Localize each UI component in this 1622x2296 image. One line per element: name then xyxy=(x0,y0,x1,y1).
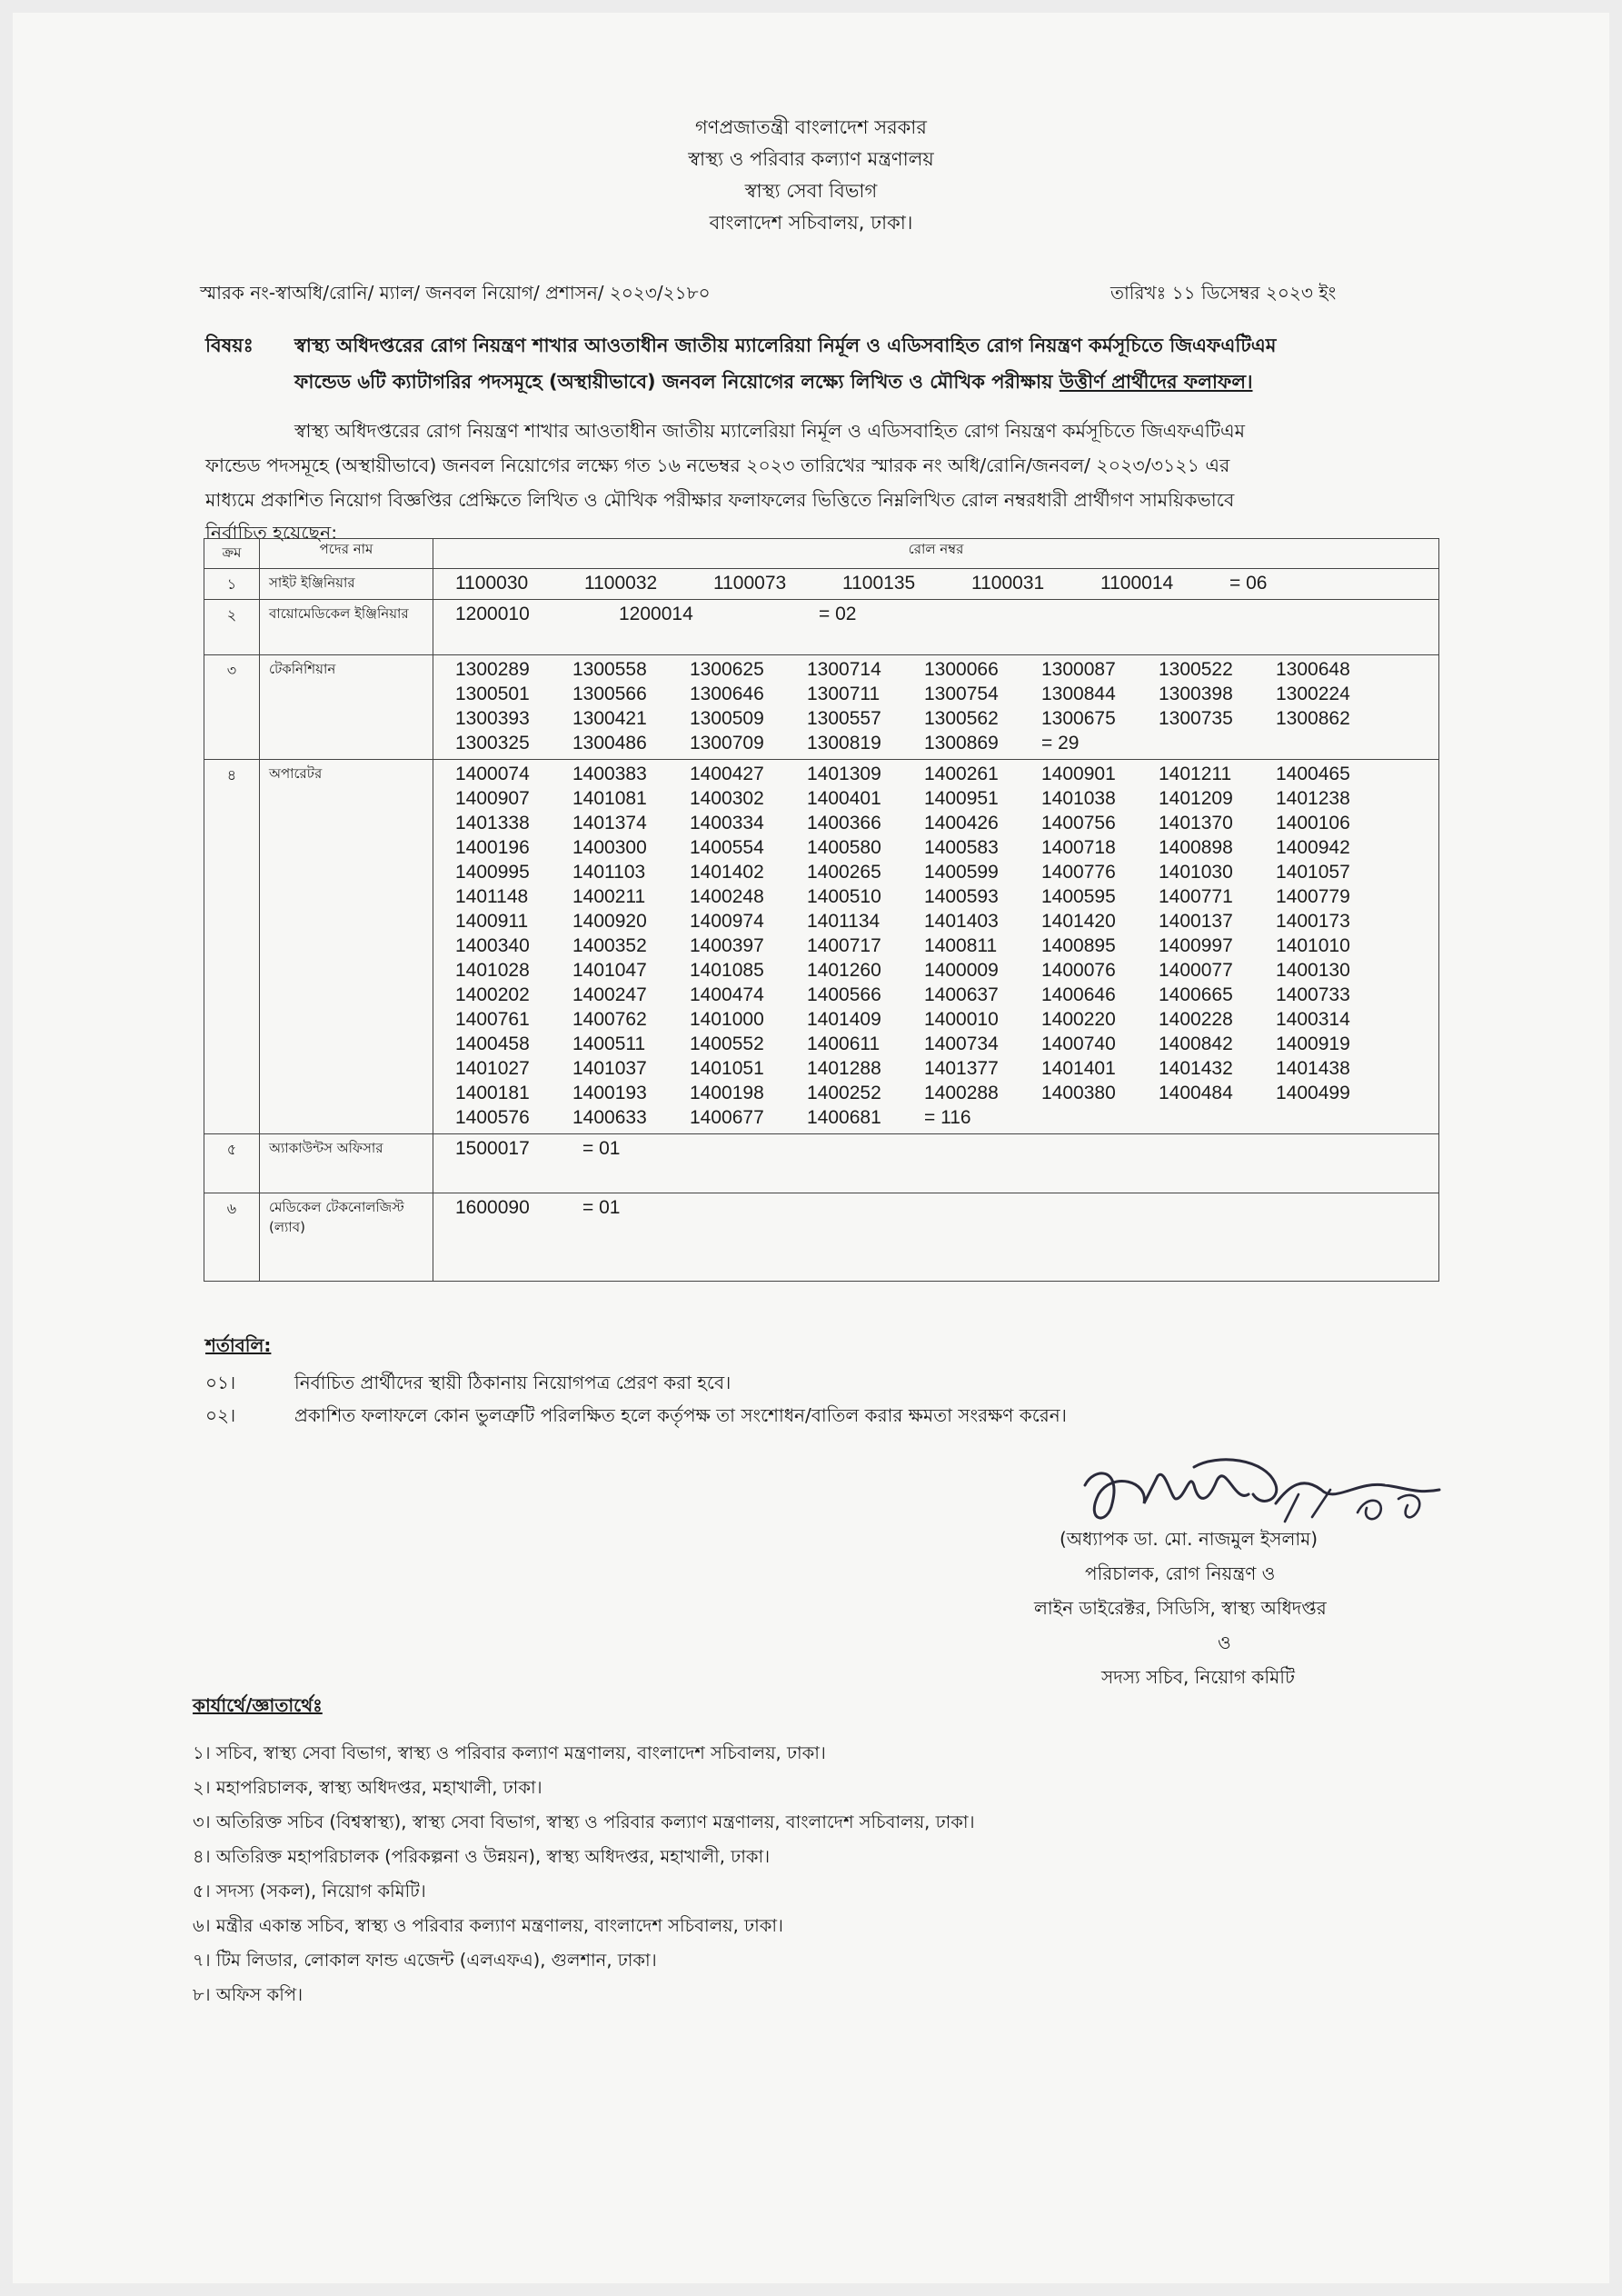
roll-number: 1400193 xyxy=(572,1083,647,1103)
roll-number: 1400771 xyxy=(1159,886,1233,907)
roll-number: 1400228 xyxy=(1159,1009,1233,1030)
roll-number: 1400633 xyxy=(572,1107,647,1128)
roll-number: 1400919 xyxy=(1276,1033,1350,1054)
roll-line xyxy=(455,1136,1438,1161)
roll-number: 1400974 xyxy=(690,911,764,932)
roll-number: 1300844 xyxy=(1041,684,1116,704)
roll-number: 1300675 xyxy=(1041,708,1116,729)
header-ministry: স্বাস্থ্য ও পরিবার কল্যাণ মন্ত্রণালয় xyxy=(688,148,934,170)
roll-line xyxy=(455,1105,1438,1130)
roll-number: 1400499 xyxy=(1276,1083,1350,1103)
roll-number: 1401030 xyxy=(1159,862,1233,883)
condition-item xyxy=(205,1400,1067,1431)
roll-number: 1400599 xyxy=(924,862,999,883)
results-body xyxy=(204,569,1439,1282)
roll-number: 1400580 xyxy=(807,837,881,858)
roll-number: 1401081 xyxy=(572,788,647,809)
roll-number: 1400220 xyxy=(1041,1009,1116,1030)
roll-number: 1300646 xyxy=(690,684,764,704)
cc-item: ২। মহাপরিচালক, স্বাস্থ্য অধিদপ্তর, মহাখালী, ঢাকা। xyxy=(193,1777,542,1798)
roll-number: 1400397 xyxy=(690,935,764,956)
roll-number: 1100073 xyxy=(713,573,787,594)
roll-number: 1400593 xyxy=(924,886,999,907)
header-serial: ক্রম xyxy=(204,539,260,569)
roll-number: 1401402 xyxy=(690,862,764,883)
roll-line xyxy=(455,860,1438,884)
roll-line xyxy=(455,933,1438,958)
subject-line-2a: ফান্ডেড ৬টি ক্যাটাগরির পদসমূহে (অস্থায়ীভাবে) জনবল নিয়োগের লক্ষ্যে লিখিত ও মৌখিক পরীক্ষায় xyxy=(294,371,1053,393)
roll-number: 1400511 xyxy=(572,1033,646,1054)
roll-line xyxy=(455,786,1438,811)
roll-number: 1400366 xyxy=(807,813,881,834)
roll-line xyxy=(455,983,1438,1007)
row-serial: ৩ xyxy=(204,655,260,760)
roll-total: = 01 xyxy=(582,1197,621,1218)
roll-number: 1400265 xyxy=(807,862,881,883)
roll-line xyxy=(455,811,1438,835)
subject-line-2 xyxy=(294,364,1253,400)
roll-number: 1100030 xyxy=(455,573,529,594)
table-row xyxy=(204,1193,1439,1282)
roll-total: = 01 xyxy=(582,1138,621,1159)
roll-number: 1400901 xyxy=(1041,764,1116,784)
row-roll-numbers xyxy=(433,569,1439,600)
roll-number: 1100031 xyxy=(971,573,1045,594)
roll-number: 1401134 xyxy=(807,911,881,932)
roll-number: 1400552 xyxy=(690,1033,764,1054)
roll-number: 1401288 xyxy=(807,1058,881,1079)
roll-number: 1400907 xyxy=(455,788,530,809)
roll-number: 1400761 xyxy=(455,1009,530,1030)
row-post-name: অ্যাকাউন্টস অফিসার xyxy=(260,1134,433,1193)
roll-number: 1400340 xyxy=(455,935,530,956)
cc-item: ৮। অফিস কপি। xyxy=(193,1984,304,2005)
roll-number: 1400942 xyxy=(1276,837,1350,858)
roll-number: 1300486 xyxy=(572,733,647,754)
roll-number: 1400576 xyxy=(455,1107,530,1128)
roll-number: 1100032 xyxy=(584,573,658,594)
subject-label: বিষয়ঃ xyxy=(205,334,254,356)
roll-number: 1401370 xyxy=(1159,813,1233,834)
roll-line xyxy=(455,706,1438,731)
cc-item: ৫। সদস্য (সকল), নিয়োগ কমিটি। xyxy=(193,1881,426,1902)
roll-number: 1400951 xyxy=(924,788,999,809)
roll-number: 1400895 xyxy=(1041,935,1116,956)
roll-number: 1300289 xyxy=(455,659,530,680)
roll-number: 1401409 xyxy=(807,1009,881,1030)
roll-number: 1401010 xyxy=(1276,935,1350,956)
roll-number: 1300754 xyxy=(924,684,999,704)
roll-number: 1400665 xyxy=(1159,984,1233,1005)
row-post-name: বায়োমেডিকেল ইঞ্জিনিয়ার xyxy=(260,600,433,655)
roll-number: 1300562 xyxy=(924,708,999,729)
roll-number: 1400248 xyxy=(690,886,764,907)
results-table xyxy=(204,538,1439,1282)
memo-ref: স্মারক নং-স্বাঅধি/রোনি/ ম্যাল/ জনবল নিয়োগ/ প্রশাসন/ ২০২৩/২১৮০ xyxy=(200,282,711,304)
roll-line xyxy=(455,1195,1438,1220)
roll-number: 1300501 xyxy=(455,684,530,704)
roll-number: 1300648 xyxy=(1276,659,1350,680)
roll-number: 1400811 xyxy=(924,935,998,956)
roll-number: 1300869 xyxy=(924,733,999,754)
row-serial: ৬ xyxy=(204,1193,260,1282)
roll-number: 1300398 xyxy=(1159,684,1233,704)
roll-number: 1400300 xyxy=(572,837,647,858)
roll-number: 1401047 xyxy=(572,960,647,981)
body-line-3: মাধ্যমে প্রকাশিত নিয়োগ বিজ্ঞপ্তির প্রেক্ষিতে লিখিত ও মৌখিক পরীক্ষার ফলাফলের ভিত্তিতে নিম্নলিখিত রোল নম্বরধারী প্রার্থীগণ সাময়িকভাবে xyxy=(205,489,1235,511)
roll-number: 1400681 xyxy=(807,1107,881,1128)
roll-number: 1400740 xyxy=(1041,1033,1116,1054)
roll-line xyxy=(455,657,1438,682)
roll-number: 1300224 xyxy=(1276,684,1350,704)
cc-item: ৪। অতিরিক্ত মহাপরিচালক (পরিকল্পনা ও উন্নয়ন), স্বাস্থ্য অধিদপ্তর, মহাখালী, ঢাকা। xyxy=(193,1846,771,1867)
roll-number: 1400611 xyxy=(807,1033,881,1054)
roll-number: 1300709 xyxy=(690,733,764,754)
roll-number: 1300522 xyxy=(1159,659,1233,680)
signatory-title-2: লাইন ডাইরেক্টর, সিডিসি, স্বাস্থ্য অধিদপ্তর xyxy=(1034,1597,1327,1619)
roll-number: 1400898 xyxy=(1159,837,1233,858)
roll-number: 1300393 xyxy=(455,708,530,729)
roll-number: 1400733 xyxy=(1276,984,1350,1005)
roll-line xyxy=(455,1007,1438,1032)
signatory-name: (অধ্যাপক ডা. মো. নাজমুল ইসলাম) xyxy=(1060,1528,1318,1550)
roll-number: 1400465 xyxy=(1276,764,1350,784)
table-row xyxy=(204,760,1439,1134)
roll-number: 1400077 xyxy=(1159,960,1233,981)
roll-number: 1400566 xyxy=(807,984,881,1005)
roll-number: 1400380 xyxy=(1041,1083,1116,1103)
roll-line xyxy=(455,762,1438,786)
roll-line xyxy=(455,884,1438,909)
roll-number: 1400383 xyxy=(572,764,647,784)
roll-number: 1200014 xyxy=(619,604,693,624)
roll-number: 1400334 xyxy=(690,813,764,834)
roll-number: 1400009 xyxy=(924,960,999,981)
row-roll-numbers xyxy=(433,1193,1439,1282)
roll-number: 1300714 xyxy=(807,659,881,680)
body-line-4: নির্বাচিত হয়েছেন: xyxy=(205,522,338,544)
header-secretariat: বাংলাদেশ সচিবালয়, ঢাকা। xyxy=(709,212,913,234)
roll-number: 1400261 xyxy=(924,764,999,784)
roll-number: 1100135 xyxy=(842,573,916,594)
roll-number: 1300819 xyxy=(807,733,881,754)
roll-number: 1400181 xyxy=(455,1083,530,1103)
roll-line xyxy=(455,682,1438,706)
row-roll-numbers xyxy=(433,760,1439,1134)
roll-number: 1300711 xyxy=(807,684,881,704)
header-govt: গণপ্রজাতন্ত্রী বাংলাদেশ সরকার xyxy=(695,116,927,138)
row-serial: ৪ xyxy=(204,760,260,1134)
roll-number: 1401038 xyxy=(1041,788,1116,809)
roll-number: 1400717 xyxy=(807,935,881,956)
roll-number: 1401309 xyxy=(807,764,881,784)
signatory-title-4: সদস্য সচিব, নিয়োগ কমিটি xyxy=(1101,1666,1295,1688)
roll-line xyxy=(455,602,1438,626)
roll-number: 1400637 xyxy=(924,984,999,1005)
roll-number: 1400510 xyxy=(807,886,881,907)
roll-number: 1401148 xyxy=(455,886,529,907)
roll-number: 1300087 xyxy=(1041,659,1116,680)
roll-number: 1400458 xyxy=(455,1033,530,1054)
roll-number: 1401103 xyxy=(572,862,646,883)
roll-number: 1300566 xyxy=(572,684,647,704)
roll-number: 1300509 xyxy=(690,708,764,729)
roll-total: = 116 xyxy=(924,1107,971,1128)
roll-line xyxy=(455,958,1438,983)
roll-total: = 02 xyxy=(819,604,857,624)
roll-line xyxy=(455,1032,1438,1056)
roll-number: 1400074 xyxy=(455,764,530,784)
row-roll-numbers xyxy=(433,1134,1439,1193)
roll-number: 1400211 xyxy=(572,886,646,907)
roll-number: 1300421 xyxy=(572,708,647,729)
body-line-2: ফান্ডেড পদসমূহে (অস্থায়ীভাবে) জনবল নিয়োগের লক্ষ্যে গত ১৬ নভেম্বর ২০২৩ তারিখের স্মারক নং অধি/রোনি/জনবল/ ২০২৩/৩১২১ এর xyxy=(205,454,1230,476)
roll-number: 1400595 xyxy=(1041,886,1116,907)
roll-number: 1401377 xyxy=(924,1058,999,1079)
cc-item: ৩। অতিরিক্ত সচিব (বিশ্বস্বাস্থ্য), স্বাস্থ্য সেবা বিভাগ, স্বাস্থ্য ও পরিবার কল্যাণ মন্ত্রণালয়, বাংলাদেশ সচিবালয়, ঢাকা। xyxy=(193,1812,975,1832)
roll-number: 1401260 xyxy=(807,960,881,981)
roll-line xyxy=(455,1081,1438,1105)
roll-number: 1400302 xyxy=(690,788,764,809)
roll-number: 1300066 xyxy=(924,659,999,680)
header-post: পদের নাম xyxy=(260,539,433,569)
roll-number: 1400995 xyxy=(455,862,530,883)
roll-number: 1401432 xyxy=(1159,1058,1233,1079)
condition-item xyxy=(205,1367,731,1398)
cc-item: ৭। টিম লিডার, লোকাল ফান্ড এজেন্ট (এলএফএ), গুলশান, ঢাকা। xyxy=(193,1950,657,1971)
cc-item: ৬। মন্ত্রীর একান্ত সচিব, স্বাস্থ্য ও পরিবার কল্যাণ মন্ত্রণালয়, বাংলাদেশ সচিবালয়, ঢাকা। xyxy=(193,1915,783,1936)
roll-number: 1400010 xyxy=(924,1009,999,1030)
conditions-title: শর্তাবলি: xyxy=(205,1334,272,1356)
cc-item: ১। সচিব, স্বাস্থ্য সেবা বিভাগ, স্বাস্থ্য ও পরিবার কল্যাণ মন্ত্রণালয়, বাংলাদেশ সচিবালয়, ঢাকা। xyxy=(193,1742,826,1763)
condition-text: নির্বাচিত প্রার্থীদের স্থায়ী ঠিকানায় নিয়োগপত্র প্রেরণ করা হবে। xyxy=(294,1372,731,1393)
roll-number: 1400842 xyxy=(1159,1033,1233,1054)
roll-number: 1400252 xyxy=(807,1083,881,1103)
roll-number: 1400247 xyxy=(572,984,647,1005)
header-rolls: রোল নম্বর xyxy=(433,539,1439,569)
roll-number: 1200010 xyxy=(455,604,530,624)
table-row xyxy=(204,600,1439,655)
roll-line xyxy=(455,1056,1438,1081)
condition-num: ০১। xyxy=(205,1372,236,1393)
roll-number: 1400779 xyxy=(1276,886,1350,907)
cc-list xyxy=(193,1736,975,2012)
roll-line xyxy=(455,571,1438,595)
roll-number: 1400646 xyxy=(1041,984,1116,1005)
roll-number: 1400997 xyxy=(1159,935,1233,956)
subject-line-1: স্বাস্থ্য অধিদপ্তরের রোগ নিয়ন্ত্রণ শাখার আওতাধীন জাতীয় ম্যালেরিয়া নির্মূল ও এডিসবাহিত রোগ নিয়ন্ত্রণ কর্মসূচিতে জিএফএটিএম xyxy=(294,334,1277,356)
roll-number: 1400474 xyxy=(690,984,764,1005)
roll-number: 1400426 xyxy=(924,813,999,834)
table-row xyxy=(204,1134,1439,1193)
roll-number: 1401028 xyxy=(455,960,530,981)
roll-number: 1100014 xyxy=(1100,573,1174,594)
roll-line xyxy=(455,909,1438,933)
roll-number: 1400718 xyxy=(1041,837,1116,858)
roll-number: 1300862 xyxy=(1276,708,1350,729)
roll-number: 1400677 xyxy=(690,1107,764,1128)
roll-number: 1400427 xyxy=(690,764,764,784)
roll-number: 1401037 xyxy=(572,1058,647,1079)
roll-number: 1500017 xyxy=(455,1138,530,1159)
roll-number: 1401057 xyxy=(1276,862,1350,883)
roll-number: 1400130 xyxy=(1276,960,1350,981)
row-post-name: অপারেটর xyxy=(260,760,433,1134)
roll-number: 1401401 xyxy=(1041,1058,1116,1079)
roll-number: 1400076 xyxy=(1041,960,1116,981)
table-row xyxy=(204,569,1439,600)
table-row xyxy=(204,655,1439,760)
roll-number: 1400920 xyxy=(572,911,647,932)
roll-number: 1400352 xyxy=(572,935,647,956)
row-post-name: মেডিকেল টেকনোলজিস্ট (ল্যাব) xyxy=(260,1193,433,1282)
roll-number: 1400776 xyxy=(1041,862,1116,883)
roll-number: 1400484 xyxy=(1159,1083,1233,1103)
roll-number: 1401051 xyxy=(690,1058,764,1079)
roll-number: 1400554 xyxy=(690,837,764,858)
roll-line xyxy=(455,835,1438,860)
body-line-1: স্বাস্থ্য অধিদপ্তরের রোগ নিয়ন্ত্রণ শাখার আওতাধীন জাতীয় ম্যালেরিয়া নির্মূল ও এডিসবাহিত রোগ নিয়ন্ত্রণ কর্মসূচিতে জিএফএটিএম xyxy=(294,420,1245,442)
roll-number: 1400288 xyxy=(924,1083,999,1103)
condition-text: প্রকাশিত ফলাফলে কোন ভুলত্রুটি পরিলক্ষিত হলে কর্তৃপক্ষ তা সংশোধন/বাতিল করার ক্ষমতা সংরক্ষণ করেন। xyxy=(294,1404,1067,1426)
subject-line-2b: উত্তীর্ণ প্রার্থীদের ফলাফল। xyxy=(1059,371,1253,393)
roll-number: 1400401 xyxy=(807,788,881,809)
roll-number: 1401000 xyxy=(690,1009,764,1030)
signatory-title-1: পরিচালক, রোগ নিয়ন্ত্রণ ও xyxy=(1085,1562,1276,1584)
roll-number: 1300735 xyxy=(1159,708,1233,729)
cc-title: কার্যার্থে/জ্ঞাতার্থেঃ xyxy=(193,1694,323,1716)
roll-number: 1400198 xyxy=(690,1083,764,1103)
roll-line xyxy=(455,731,1438,755)
roll-number: 1400762 xyxy=(572,1009,647,1030)
roll-number: 1401338 xyxy=(455,813,530,834)
header-division: স্বাস্থ্য সেবা বিভাগ xyxy=(744,180,878,202)
roll-number: 1300625 xyxy=(690,659,764,680)
row-serial: ১ xyxy=(204,569,260,600)
roll-number: 1600090 xyxy=(455,1197,530,1218)
roll-number: 1300558 xyxy=(572,659,647,680)
table-header-row xyxy=(204,539,1439,569)
row-roll-numbers xyxy=(433,655,1439,760)
condition-num: ০২। xyxy=(205,1404,236,1426)
roll-number: 1401374 xyxy=(572,813,647,834)
row-post-name: সাইট ইঞ্জিনিয়ার xyxy=(260,569,433,600)
roll-total: = 29 xyxy=(1041,733,1080,754)
roll-number: 1400196 xyxy=(455,837,530,858)
roll-number: 1400173 xyxy=(1276,911,1350,932)
roll-number: 1401027 xyxy=(455,1058,530,1079)
roll-number: 1400202 xyxy=(455,984,530,1005)
document-page xyxy=(13,13,1609,2283)
roll-number: 1401438 xyxy=(1276,1058,1350,1079)
row-serial: ৫ xyxy=(204,1134,260,1193)
row-serial: ২ xyxy=(204,600,260,655)
roll-number: 1401403 xyxy=(924,911,999,932)
roll-number: 1400106 xyxy=(1276,813,1350,834)
roll-number: 1401211 xyxy=(1159,764,1232,784)
roll-number: 1400911 xyxy=(455,911,529,932)
roll-number: 1400314 xyxy=(1276,1009,1350,1030)
roll-number: 1401085 xyxy=(690,960,764,981)
roll-number: 1401209 xyxy=(1159,788,1233,809)
roll-number: 1401420 xyxy=(1041,911,1116,932)
roll-number: 1400137 xyxy=(1159,911,1233,932)
roll-number: 1400734 xyxy=(924,1033,999,1054)
roll-number: 1300325 xyxy=(455,733,530,754)
roll-number: 1400756 xyxy=(1041,813,1116,834)
row-roll-numbers xyxy=(433,600,1439,655)
row-post-name: টেকনিশিয়ান xyxy=(260,655,433,760)
roll-number: 1300557 xyxy=(807,708,881,729)
roll-total: = 06 xyxy=(1229,573,1268,594)
roll-number: 1401238 xyxy=(1276,788,1350,809)
memo-date: তারিখঃ ১১ ডিসেম্বর ২০২৩ ইং xyxy=(1110,282,1337,304)
roll-number: 1400583 xyxy=(924,837,999,858)
signatory-title-3: ও xyxy=(1218,1632,1231,1653)
